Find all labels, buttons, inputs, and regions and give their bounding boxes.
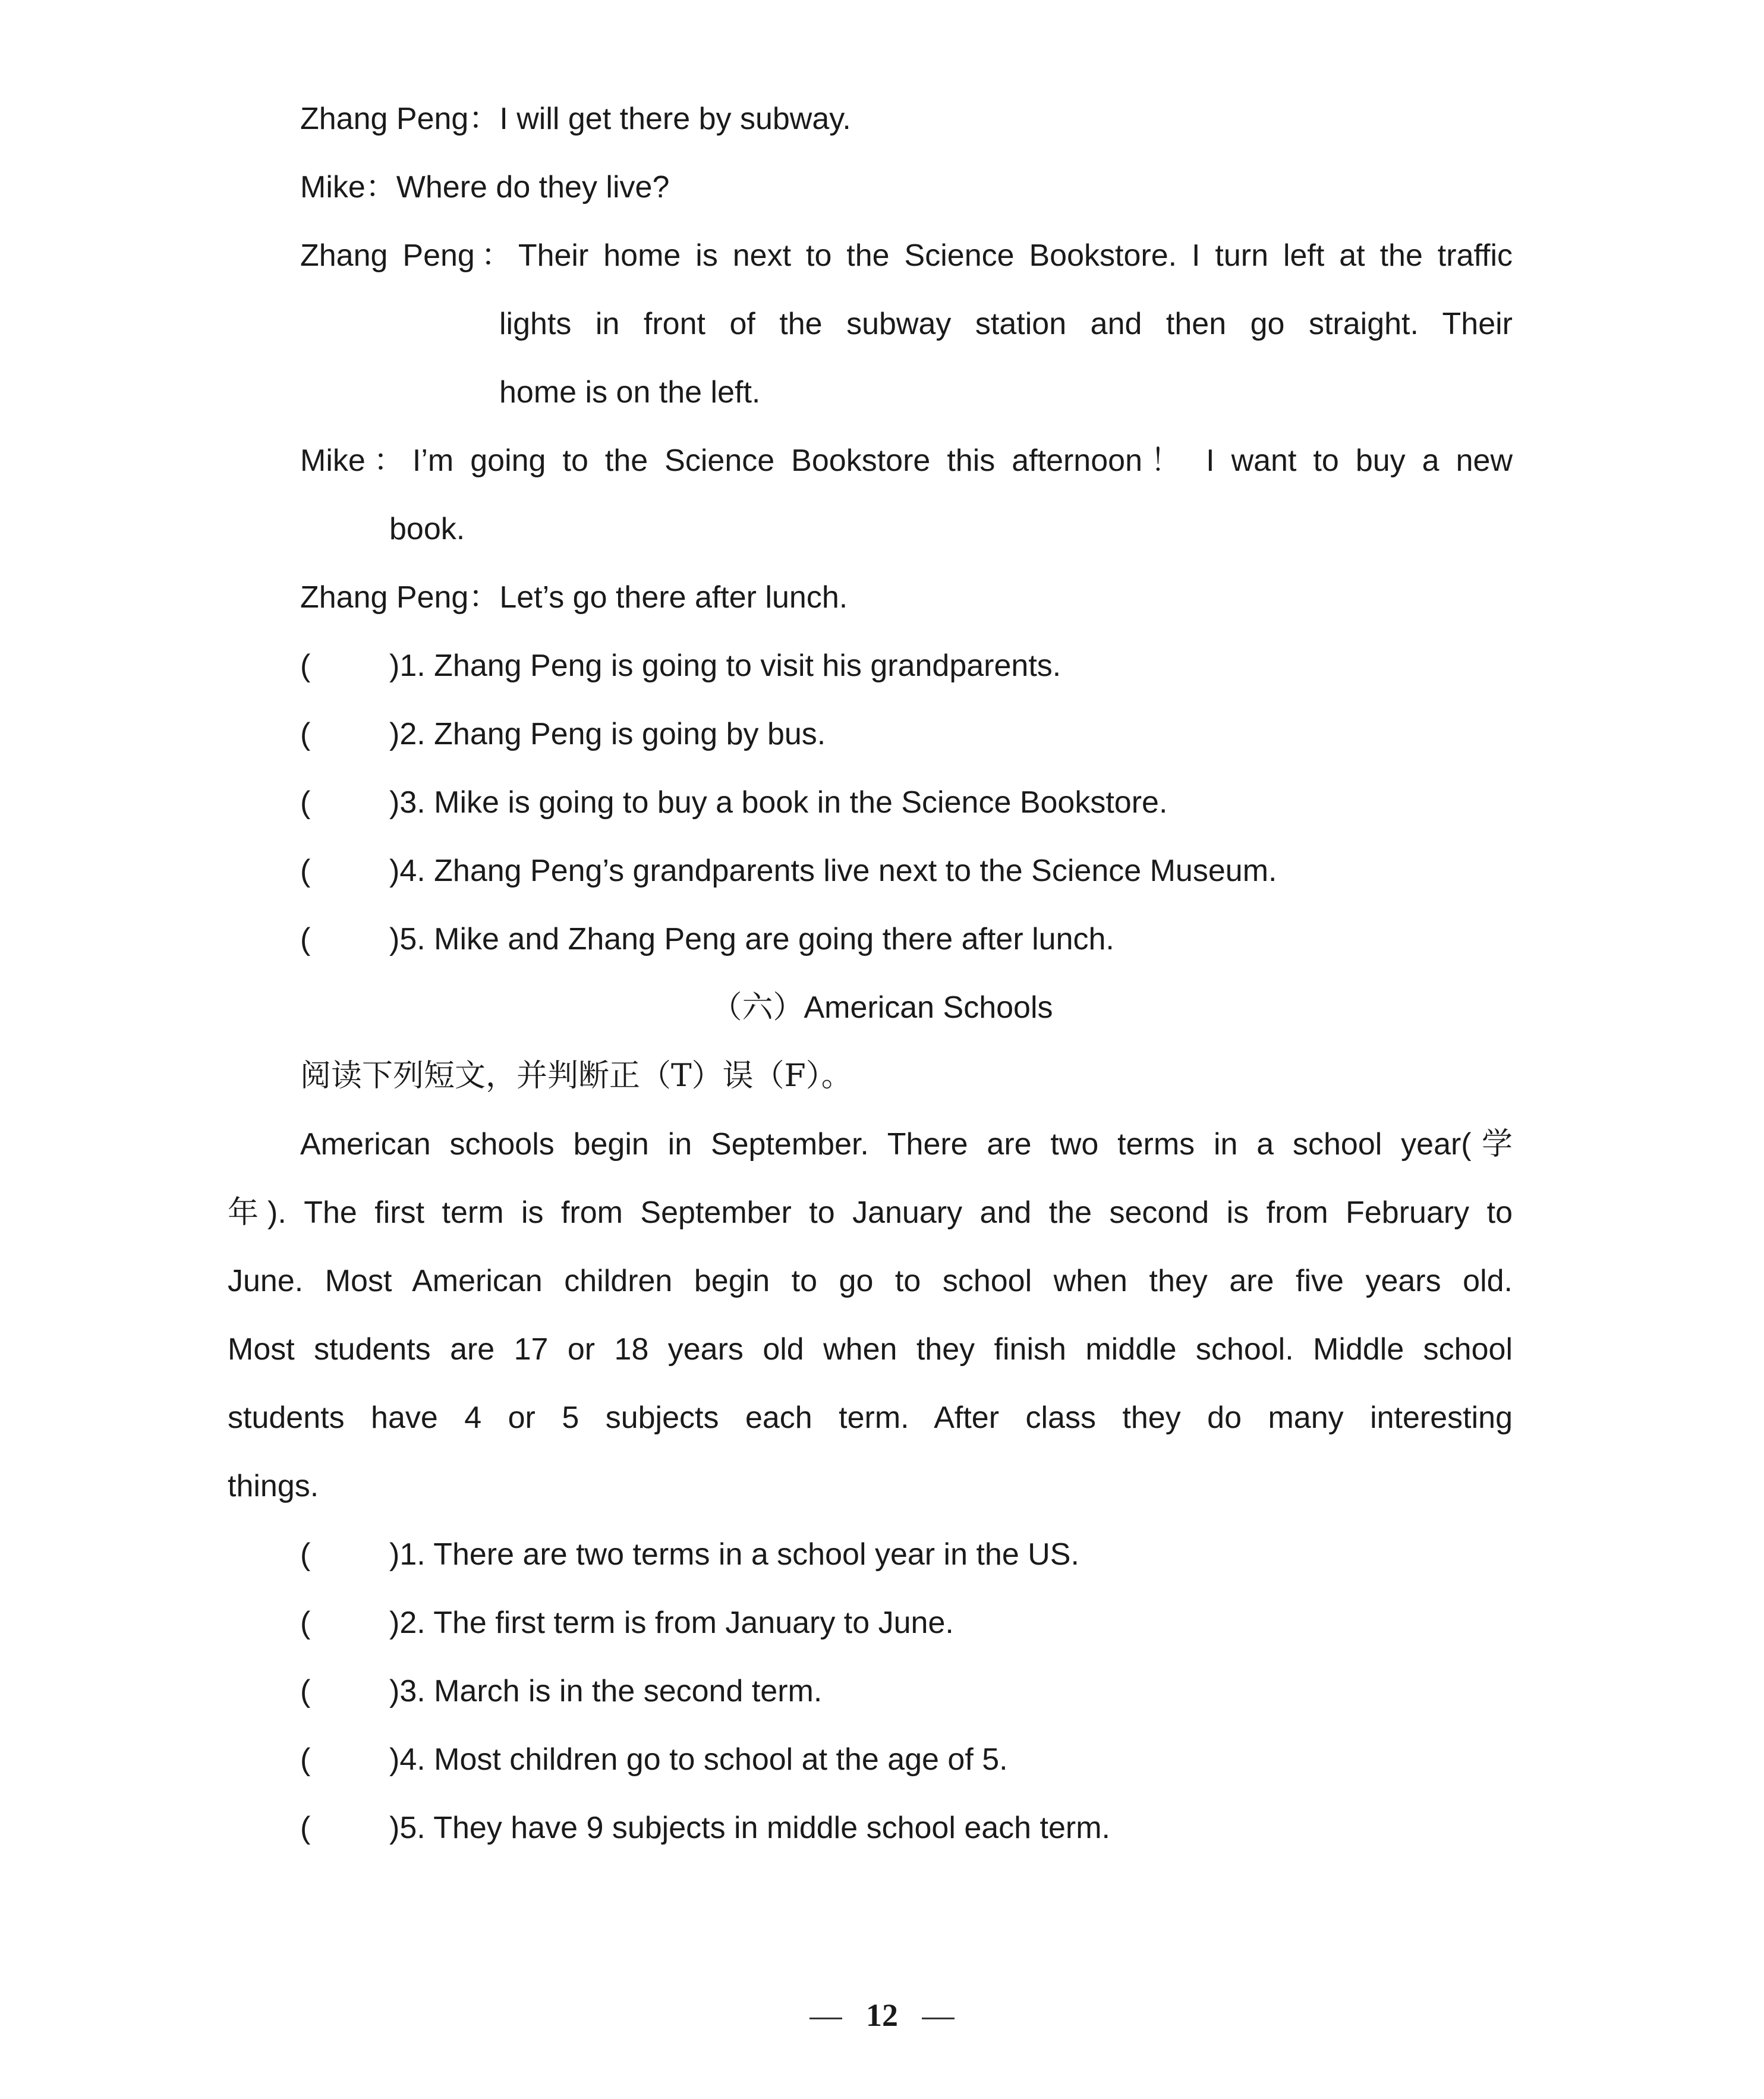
question-item — [300, 1605, 954, 1641]
answer-blank[interactable]: ( — [300, 717, 311, 751]
question-text: )1. Zhang Peng is going to visit his grandparents. — [389, 649, 1061, 683]
dialogue-line: Mike：Where do they live? — [300, 170, 670, 204]
answer-blank[interactable]: ( — [300, 1606, 311, 1640]
question-text: )3. Mike is going to buy a book in the Science Bookstore. — [389, 785, 1168, 820]
question-item — [300, 853, 1277, 889]
dialogue-line: Mike：I’m going to the Science Bookstore this afternoon！ I want to buy a new — [300, 443, 1513, 478]
answer-blank[interactable]: ( — [300, 1811, 311, 1845]
dialogue-line: lights in front of the subway station and then go straight. Their — [499, 307, 1513, 341]
passage-line: 年). The first term is from September to January and the second is from February to — [228, 1195, 1513, 1230]
answer-blank[interactable]: ( — [300, 922, 311, 956]
answer-blank[interactable]: ( — [300, 854, 311, 888]
passage-line: June. Most American children begin to go to school when they are five years old. — [228, 1264, 1513, 1298]
question-item — [300, 921, 1114, 957]
page-number: 12 — [866, 1997, 898, 2033]
page-footer — [0, 1997, 1764, 2033]
answer-blank[interactable]: ( — [300, 1537, 311, 1572]
answer-blank[interactable]: ( — [300, 1742, 311, 1777]
section-title: （六）American Schools — [711, 990, 1053, 1025]
dialogue-line: home is on the left. — [499, 375, 761, 410]
question-item — [300, 716, 826, 752]
dialogue-line: Zhang Peng：Let’s go there after lunch. — [300, 580, 848, 615]
dialogue-line: book. — [389, 512, 465, 546]
answer-blank[interactable]: ( — [300, 649, 311, 683]
question-text: )4. Most children go to school at the age of 5. — [389, 1742, 1008, 1777]
question-text: )1. There are two terms in a school year in the US. — [389, 1537, 1079, 1572]
dialogue-line: Zhang Peng：Their home is next to the Science Bookstore. I turn left at the traffic — [300, 238, 1513, 273]
question-text: )3. March is in the second term. — [389, 1674, 823, 1708]
question-item — [300, 1673, 822, 1709]
question-text: )5. They have 9 subjects in middle school each term. — [389, 1811, 1110, 1845]
passage-line: things. — [228, 1469, 319, 1503]
question-item — [300, 1742, 1008, 1777]
instruction: 阅读下列短文，并判断正（T）误（F）。 — [300, 1058, 852, 1094]
passage-line: American schools begin in September. There are two terms in a school year(学 — [300, 1127, 1513, 1162]
answer-blank[interactable]: ( — [300, 1674, 311, 1708]
passage-line: Most students are 17 or 18 years old when they finish middle school. Middle school — [228, 1332, 1513, 1367]
dialogue-line: Zhang Peng：I will get there by subway. — [300, 102, 851, 136]
question-item — [300, 1810, 1110, 1846]
question-text: )2. Zhang Peng is going by bus. — [389, 717, 826, 751]
question-text: )5. Mike and Zhang Peng are going there after lunch. — [389, 922, 1114, 956]
footer-dash-right — [922, 2018, 955, 2019]
question-item — [300, 648, 1061, 684]
question-text: )2. The first term is from January to June. — [389, 1606, 954, 1640]
question-text: )4. Zhang Peng’s grandparents live next to the Science Museum. — [389, 854, 1277, 888]
answer-blank[interactable]: ( — [300, 785, 311, 820]
question-item — [300, 785, 1167, 820]
footer-dash-left — [809, 2018, 842, 2019]
passage-line: students have 4 or 5 subjects each term. After class they do many interesting — [228, 1401, 1513, 1435]
question-item — [300, 1537, 1079, 1572]
